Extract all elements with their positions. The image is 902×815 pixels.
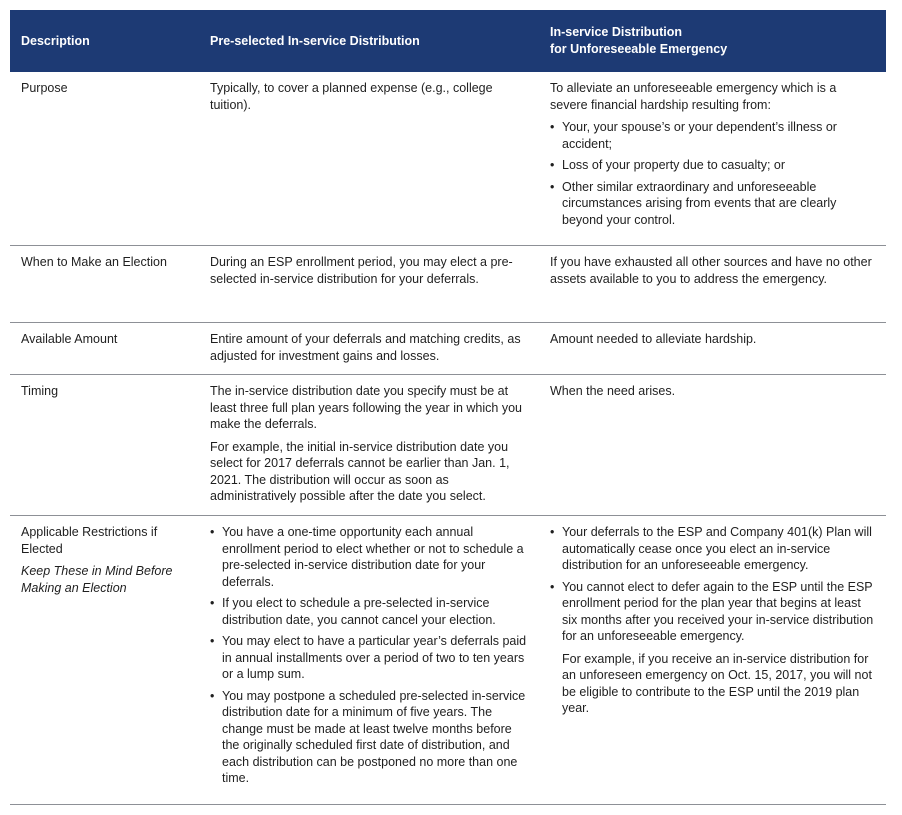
header-unforeseeable-line1: In-service Distribution (550, 25, 682, 39)
table-header-row (10, 10, 886, 72)
header-unforeseeable (540, 10, 886, 72)
pre-selected-cell (200, 516, 540, 805)
list-item: • Other similar extraordinary and unforeseeable circumstances arising from events that are clearly beyond your control. (550, 179, 876, 229)
list-item: • If you elect to schedule a pre-selected in-service distribution date, you cannot cancel your election. (210, 595, 530, 628)
cell-text: Amount needed to alleviate hardship. (550, 332, 757, 346)
pre-selected-cell (200, 323, 540, 375)
cell-text: If you have exhausted all other sources and have no other assets available to you to address the emergency. (550, 255, 872, 286)
cell-text: To alleviate an unforeseeable emergency which is a severe financial hardship resulting from: (550, 81, 837, 112)
unforeseeable-cell (540, 246, 886, 323)
row-label: Available Amount (10, 323, 200, 375)
distribution-comparison-table (10, 10, 886, 805)
table-row-restrictions (10, 516, 886, 805)
row-label: Applicable Restrictions if Elected (21, 525, 158, 556)
table-row-available-amount (10, 323, 886, 375)
cell-text: Typically, to cover a planned expense (e.g., college tuition). (210, 81, 493, 112)
list-item: • Your, your spouse’s or your dependent’s illness or accident; (550, 119, 876, 152)
list-item: • Loss of your property due to casualty; or (550, 157, 876, 174)
header-pre-selected: Pre-selected In-service Distribution (200, 10, 540, 72)
cell-text: For example, if you receive an in-service distribution for an unforeseen emergency on Oct. 15, 2017, you will not be eligible to contribute to the ESP until the 2019 plan year. (562, 651, 872, 715)
unforeseeable-cell (540, 72, 886, 246)
row-label-cell (10, 516, 200, 805)
cell-text: When the need arises. (550, 384, 676, 398)
list-item: • You may elect to have a particular year’s deferrals paid in annual installments over a period of two to ten years or a lump sum. (210, 633, 530, 683)
unforeseeable-cell (540, 375, 886, 516)
bullet-list (210, 524, 530, 787)
row-label-note: Keep These in Mind Before Making an Election (21, 564, 173, 595)
list-item: • Your deferrals to the ESP and Company 401(k) Plan will automatically cease once you elect an in-service distribution for an unforeseeable emergency. (550, 524, 876, 574)
unforeseeable-cell (540, 323, 886, 375)
cell-text: Entire amount of your deferrals and matching credits, as adjusted for investment gains and losses. (210, 332, 521, 363)
cell-text: For example, the initial in-service distribution date you select for 2017 deferrals cannot be earlier than Jan. 1, 2021. The distribution will occur as soon as administratively possible after the date you select. (210, 439, 510, 503)
table-row-purpose (10, 72, 886, 246)
unforeseeable-cell (540, 516, 886, 805)
cell-text: The in-service distribution date you specify must be at least three full plan years following the year in which you make the deferrals. (210, 384, 522, 431)
list-item: • You cannot elect to defer again to the ESP until the ESP enrollment period for the plan year that begins at least six months after you received your in-service distribution for an unforeseeable emergency. (550, 579, 876, 645)
cell-text: During an ESP enrollment period, you may elect a pre-selected in-service distribution for your deferrals. (210, 255, 513, 286)
row-label: Timing (10, 375, 200, 516)
row-label: When to Make an Election (10, 246, 200, 323)
pre-selected-cell (200, 375, 540, 516)
bullet-list (550, 119, 876, 228)
list-item: • You have a one-time opportunity each annual enrollment period to elect whether or not to schedule a pre-selected in-service distribution date for your deferrals. (210, 524, 530, 590)
pre-selected-cell (200, 72, 540, 246)
list-item: • You may postpone a scheduled pre-selected in-service distribution date for a minimum of five years. The change must be made at least twelve months before the originally scheduled first date of distribution, and each distribution can be postponed no more than one time. (210, 688, 530, 787)
bullet-list (550, 524, 876, 645)
table-row-when-to-elect (10, 246, 886, 323)
table-row-timing (10, 375, 886, 516)
pre-selected-cell (200, 246, 540, 323)
header-description: Description (10, 10, 200, 72)
header-unforeseeable-line2: for Unforeseeable Emergency (550, 42, 728, 56)
row-label: Purpose (10, 72, 200, 246)
